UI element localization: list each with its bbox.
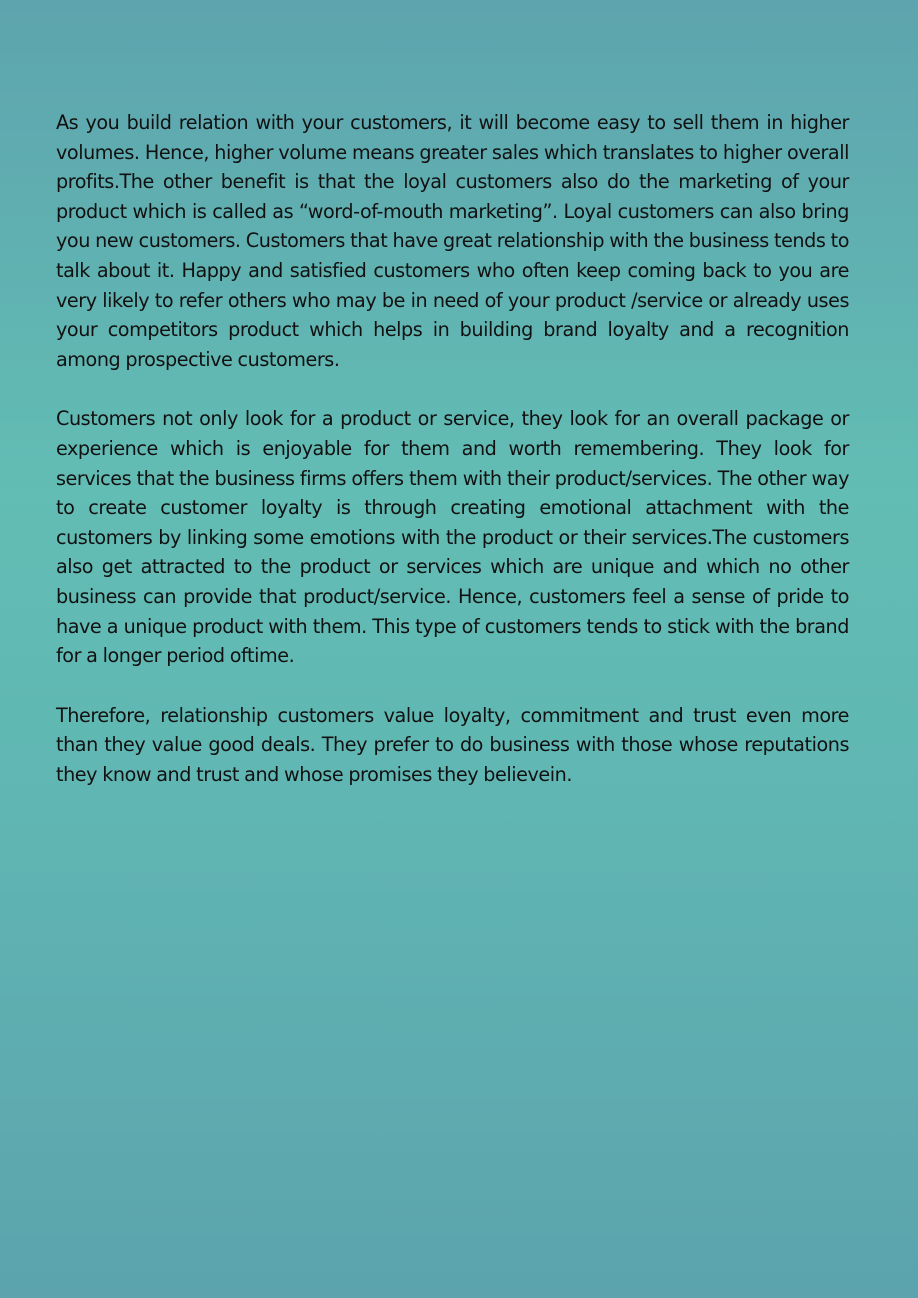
paragraph-3: Therefore, relationship customers value loyalty, commitment and trust even more than they value good deals. They prefer to do business with those whose reputations they know and trust and whose promises they believein. bbox=[56, 703, 849, 786]
paragraph-2: Customers not only look for a product or service, they look for an overall package or experience which is enjoyable for them and worth remembering. They look for services that the business firms offers them with their product/services. The other way to create customer loyalty is through creating emotional attachment with the customers by linking some emotions with the product or their services.The customers also get attracted to the product or services which are unique and which no other business can provide that product/service. Hence, customers feel a sense of pride to have a unique product with them. This type of customers tends to stick with the brand for a longer period oftime. bbox=[56, 407, 849, 668]
body-text bbox=[56, 108, 849, 819]
paragraph-1: As you build relation with your customers, it will become easy to sell them in higher volumes. Hence, higher volume means greater sales which translates to higher overall profits.The other benefit is that the loyal customers also do the marketing of your product which is called as “word-of-mouth marketing”. Loyal customers can also bring you new customers. Customers that have great relationship with the business tends to talk about it. Happy and satisfied customers who often keep coming back to you are very likely to refer others who may be in need of your product /service or already uses your competitors product which helps in building brand loyalty and a recognition among prospective customers. bbox=[56, 111, 849, 371]
